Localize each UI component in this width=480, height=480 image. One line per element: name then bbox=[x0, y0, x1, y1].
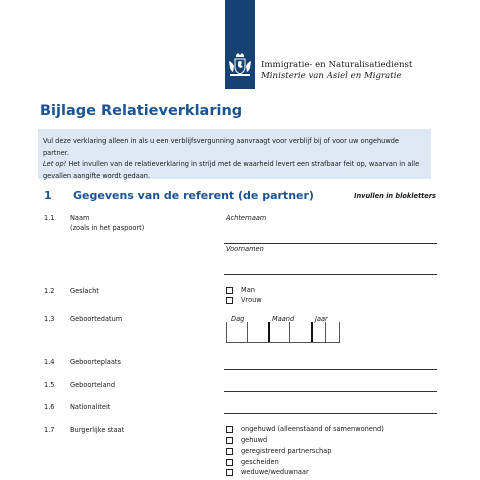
field-label-naam: Naam bbox=[70, 214, 90, 222]
option-vrouw: Vrouw bbox=[241, 296, 262, 304]
coat-of-arms-icon bbox=[225, 52, 255, 78]
section-note: Invullen in blokletters bbox=[354, 192, 436, 200]
info-line-3: gevallen aangifte wordt gedaan. bbox=[43, 171, 151, 180]
warning-label: Let op! bbox=[43, 160, 67, 168]
info-box bbox=[38, 129, 431, 179]
field-label-geboorteland: Geboorteland bbox=[70, 381, 116, 389]
geboorteplaats-field[interactable] bbox=[224, 369, 437, 370]
checkbox-weduwe-weduwnaar[interactable] bbox=[226, 469, 233, 476]
field-number: 1.2 bbox=[44, 287, 55, 295]
field-number: 1.5 bbox=[44, 381, 55, 389]
birthdate-input-grid[interactable] bbox=[226, 322, 340, 343]
field-number: 1.6 bbox=[44, 403, 55, 411]
ministry-name: Ministerie van Asiel en Migratie bbox=[261, 71, 402, 81]
section-title: Gegevens van de referent (de partner) bbox=[73, 189, 314, 202]
option-man: Man bbox=[241, 286, 255, 294]
label-maand: Maand bbox=[272, 315, 295, 323]
organization-name: Immigratie- en Naturalisatiedienst bbox=[261, 60, 413, 70]
date-cell-divider bbox=[247, 322, 248, 342]
option-geregistreerd-partnerschap: geregistreerd partnerschap bbox=[241, 447, 332, 455]
field-number: 1.3 bbox=[44, 315, 55, 323]
date-separator bbox=[268, 322, 270, 342]
geboorteland-field[interactable] bbox=[224, 391, 437, 392]
field-label-geslacht: Geslacht bbox=[70, 287, 99, 295]
date-cell-divider bbox=[289, 322, 290, 342]
checkbox-gehuwd[interactable] bbox=[226, 437, 233, 444]
option-gehuwd: gehuwd bbox=[241, 436, 268, 444]
info-line-1: Vul deze verklaring alleen in als u een verblijfsvergunning aanvraagt voor verblijf bij of voor uw ongehuwde partner. bbox=[43, 137, 399, 157]
warning-text: Het invullen van de relatieverklaring in strijd met de waarheid levert een strafbaar feit op, waarvan in alle bbox=[66, 160, 420, 168]
nationaliteit-field[interactable] bbox=[224, 413, 437, 414]
info-line-2 bbox=[43, 159, 426, 171]
field-number: 1.7 bbox=[44, 426, 55, 434]
hint-voornamen: Voornamen bbox=[226, 245, 264, 253]
field-label-nationaliteit: Nationaliteit bbox=[70, 403, 111, 411]
field-sublabel-naam: (zoals in het paspoort) bbox=[70, 224, 145, 232]
hint-achternaam: Achternaam bbox=[226, 214, 267, 222]
label-jaar: Jaar bbox=[315, 315, 328, 323]
field-label-geboorteplaats: Geboorteplaats bbox=[70, 358, 121, 366]
field-number: 1.1 bbox=[44, 214, 55, 222]
checkbox-man[interactable] bbox=[226, 287, 233, 294]
checkbox-geregistreerd-partnerschap[interactable] bbox=[226, 448, 233, 455]
date-cell-divider bbox=[325, 322, 326, 342]
field-label-geboortedatum: Geboortedatum bbox=[70, 315, 123, 323]
date-separator bbox=[311, 322, 313, 342]
voornamen-field[interactable] bbox=[224, 274, 437, 275]
field-number: 1.4 bbox=[44, 358, 55, 366]
checkbox-vrouw[interactable] bbox=[226, 297, 233, 304]
label-dag: Dag bbox=[231, 315, 245, 323]
page-title: Bijlage Relatieverklaring bbox=[40, 103, 243, 119]
government-logo bbox=[225, 0, 255, 89]
section-number: 1 bbox=[44, 189, 52, 202]
option-gescheiden: gescheiden bbox=[241, 458, 279, 466]
field-label-burgerlijke-staat: Burgerlijke staat bbox=[70, 426, 125, 434]
checkbox-gescheiden[interactable] bbox=[226, 459, 233, 466]
option-ongehuwd: ongehuwd (alleenstaand of samenwonend) bbox=[241, 425, 384, 433]
checkbox-ongehuwd[interactable] bbox=[226, 426, 233, 433]
option-weduwe-weduwnaar: weduwe/weduwnaar bbox=[241, 468, 309, 476]
